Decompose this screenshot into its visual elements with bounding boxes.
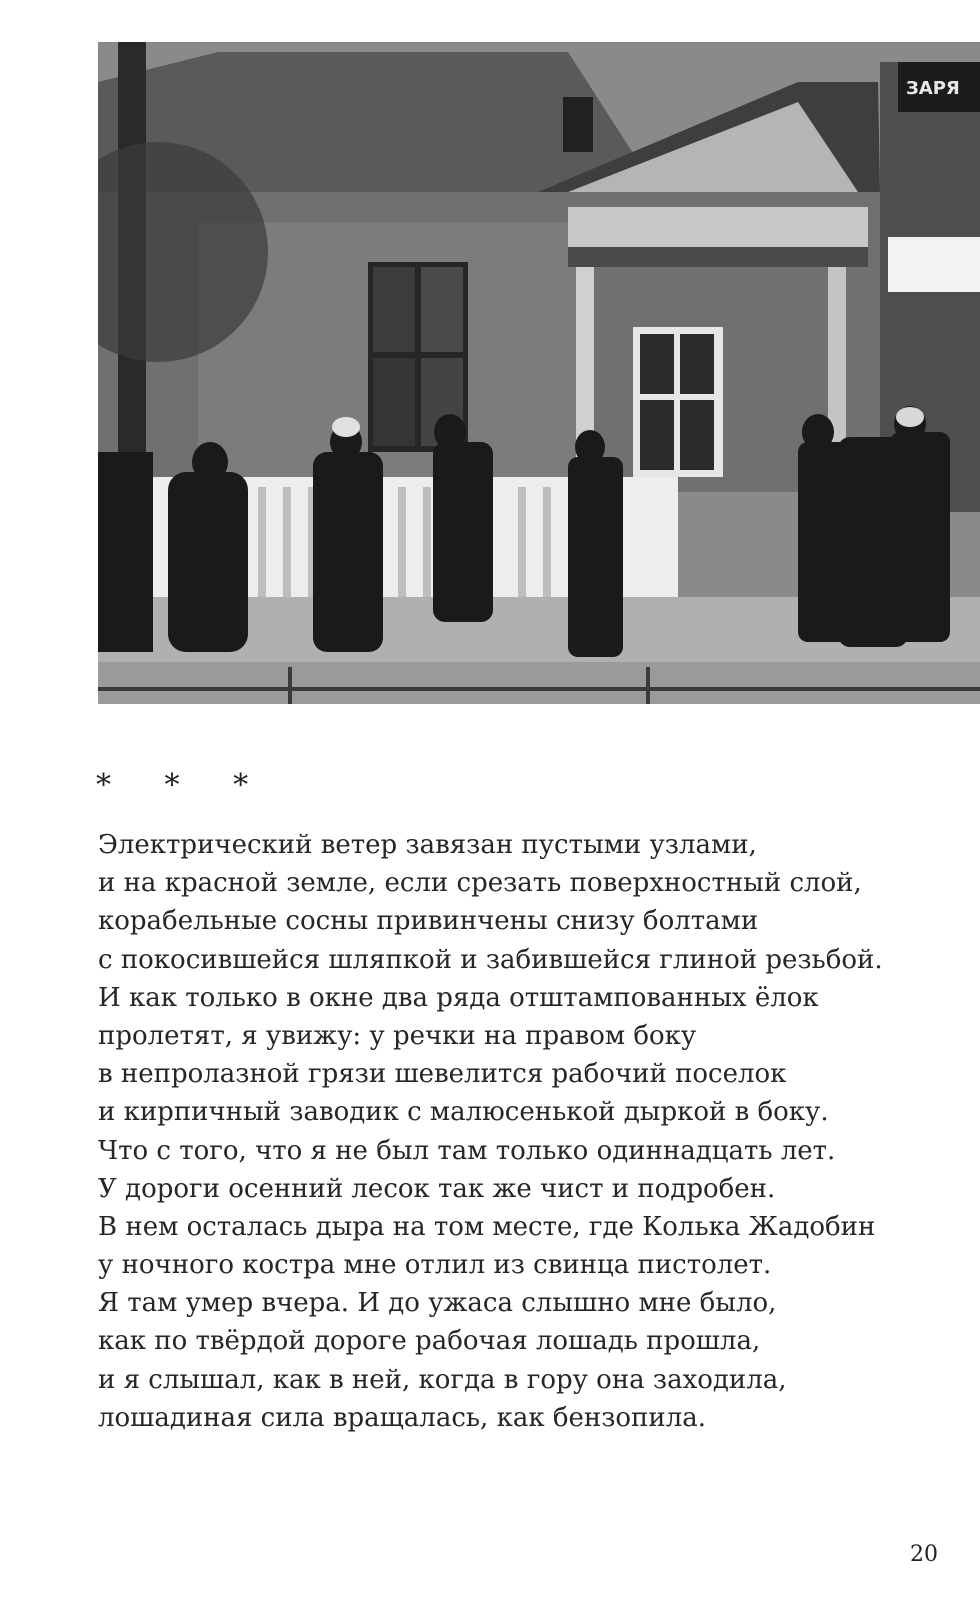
poem [98,826,958,1437]
poem-line: Электрический ветер завязан пустыми узлами, [98,830,757,860]
poem-line: и кирпичный заводик с малюсенькой дыркой в боку. [98,1097,829,1128]
page-number: 20 [910,1542,938,1567]
stanza-separator: * * * [96,768,271,803]
archival-photo [98,42,980,704]
poem-line: с покосившейся шляпкой и забившейся глиной резьбой. [98,944,883,975]
poem-line: у ночного костра мне отлил из свинца пистолет. [98,1250,772,1281]
poem-line: корабельные сосны привинчены снизу болтами [98,906,759,937]
photo-illustration [98,42,980,704]
poem-line: В нем осталась дыра на том месте, где Колька Жадобин [98,1211,876,1242]
station-sign: ЗАРЯ [906,78,960,99]
poem-line: У дороги осенний лесок так же чист и подробен. [98,1173,776,1204]
poem-line: И как только в окне два ряда отштампованных ёлок [98,982,819,1013]
poem-line: и я слышал, как в ней, когда в гору она заходила, [98,1364,787,1395]
poem-line: пролетят, я увижу: у речки на правом боку [98,1020,697,1051]
poem-line: как по твёрдой дороге рабочая лошадь прошла, [98,1326,761,1357]
poem-line: в непролазной грязи шевелится рабочий поселок [98,1059,787,1090]
poem-line: лошадиная сила вращалась, как бензопила. [98,1402,706,1433]
poem-line: Я там умер вчера. И до ужаса слышно мне было, [98,1288,777,1319]
poem-line: Что с того, что я не был там только одиннадцать лет. [98,1135,836,1166]
poem-line: и на красной земле, если срезать поверхностный слой, [98,868,862,899]
